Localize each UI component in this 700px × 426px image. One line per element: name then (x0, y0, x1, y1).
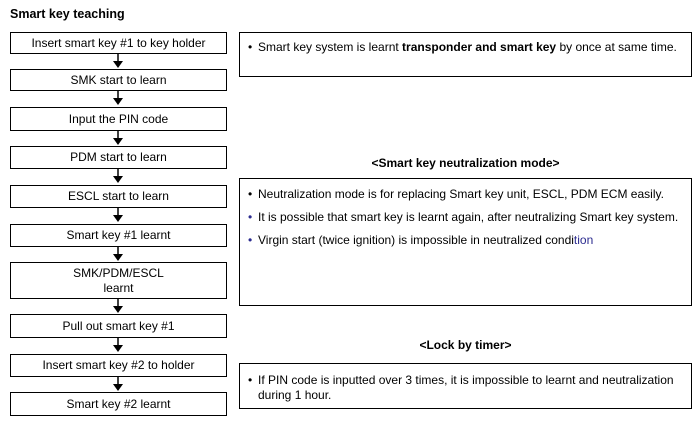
bullet-icon: • (248, 187, 253, 201)
lock-bullet: • If PIN code is inputted over 3 times, it is impossible to learnt and neutralization during 1 hour. (248, 373, 674, 402)
lock-box (239, 363, 692, 409)
flow-step-3: Input the PIN code (10, 107, 227, 131)
neutralization-box (239, 178, 692, 306)
down-arrow-icon (111, 131, 125, 146)
page-title: Smart key teaching (10, 7, 125, 21)
flow-step-9: Insert smart key #2 to holder (10, 354, 227, 377)
neutralization-bullet-3: • Virgin start (twice ignition) is impossible in neutralized condition (248, 233, 594, 247)
down-arrow-icon (111, 54, 125, 69)
flow-step-4: PDM start to learn (10, 146, 227, 169)
flow-step-1: Insert smart key #1 to key holder (10, 32, 227, 54)
info-bullet: • Smart key system is learnt transponder and smart key by once at same time. (248, 40, 677, 54)
down-arrow-icon (111, 169, 125, 184)
down-arrow-icon (111, 208, 125, 223)
bullet-icon: • (248, 40, 253, 54)
neutralization-bullet-1: • Neutralization mode is for replacing Smart key unit, ESCL, PDM ECM easily. (248, 187, 664, 201)
down-arrow-icon (111, 299, 125, 314)
flow-step-6: Smart key #1 learnt (10, 224, 227, 247)
flow-step-7: SMK/PDM/ESCL learnt (10, 262, 227, 299)
down-arrow-icon (111, 91, 125, 106)
lock-heading: <Lock by timer> (419, 338, 512, 352)
neutralization-bullet-2: • It is possible that smart key is learnt again, after neutralizing Smart key system. (248, 210, 679, 224)
flow-step-2: SMK start to learn (10, 69, 227, 91)
bullet-icon: • (248, 233, 253, 247)
flow-step-5: ESCL start to learn (10, 185, 227, 208)
flow-step-8: Pull out smart key #1 (10, 314, 227, 338)
info-box (239, 32, 692, 77)
down-arrow-icon (111, 338, 125, 353)
flow-step-10: Smart key #2 learnt (10, 392, 227, 416)
neutralization-heading: <Smart key neutralization mode> (371, 156, 560, 170)
down-arrow-icon (111, 247, 125, 262)
down-arrow-icon (111, 377, 125, 392)
bullet-icon: • (248, 210, 253, 224)
bullet-icon: • (248, 373, 253, 387)
